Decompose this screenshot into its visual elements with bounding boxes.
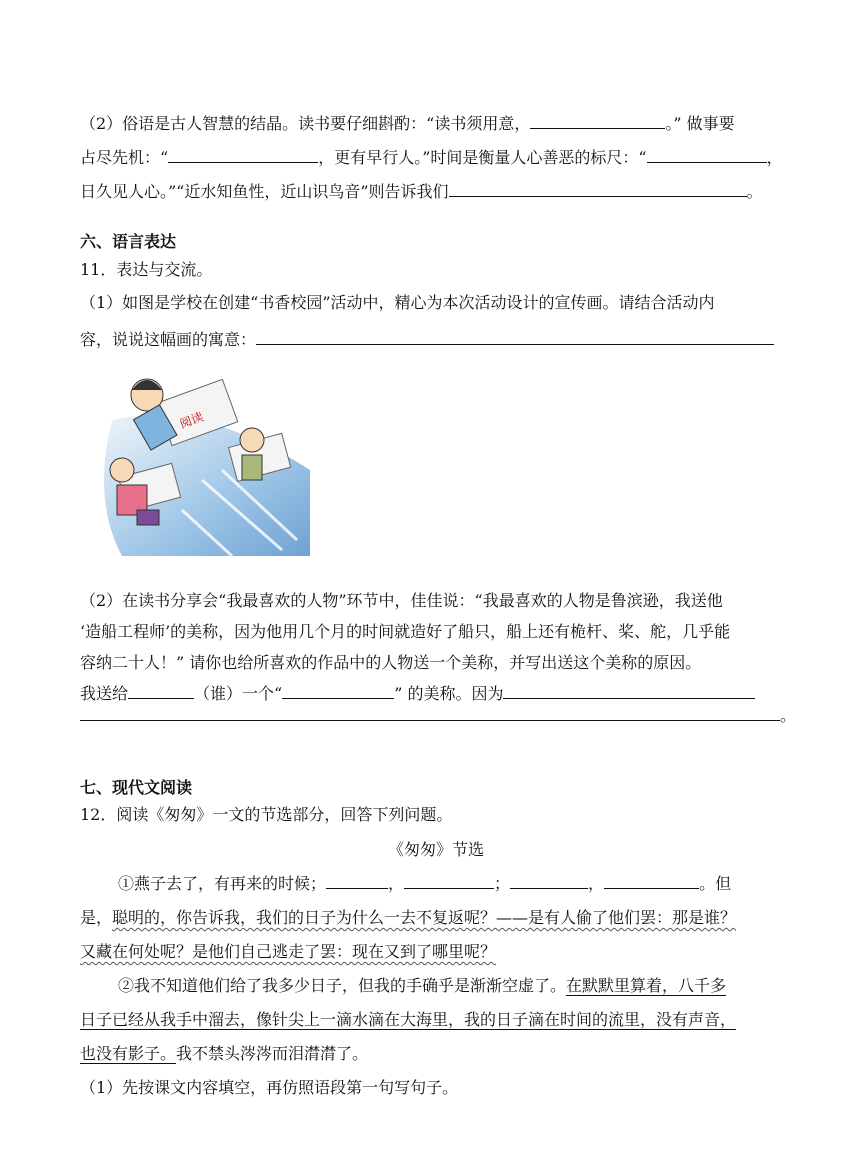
section-heading: 七、现代文阅读 (80, 778, 193, 797)
newspaper-label: 阅读 (177, 409, 206, 432)
text: ， (766, 148, 783, 167)
text: 。 (746, 182, 763, 201)
question-11: 11．表达与交流。 (80, 260, 213, 279)
para1-line2 (80, 907, 792, 929)
q11-2-answer-line1 (80, 683, 792, 705)
nickname-blank[interactable] (282, 684, 394, 699)
section-heading: 六、语言表达 (80, 232, 177, 251)
reason-blank[interactable] (503, 684, 755, 699)
q10-2-line2 (80, 147, 792, 169)
q10-2-line1 (80, 113, 792, 135)
underlined-text: 也没有影子。 (80, 1044, 177, 1063)
para2-line3 (80, 1043, 792, 1065)
para2-line1 (80, 975, 792, 997)
text: ； (494, 874, 511, 893)
question-12: 12．阅读《匆匆》一文的节选部分，回答下列问题。 (80, 805, 453, 824)
text: ， (388, 874, 405, 893)
q10-2-line3 (80, 181, 792, 203)
fill-blank[interactable] (404, 874, 494, 889)
q11-2-answer-line2 (80, 705, 797, 727)
text: 我不禁头涔涔而泪潸潸了。 (176, 1044, 369, 1063)
fill-blank[interactable] (647, 148, 767, 163)
fill-blank[interactable] (326, 874, 388, 889)
reading-promo-illustration (82, 360, 310, 556)
underlined-text: 日子已经从我手中溜去，像针尖上一滴水滴在大海里，我的日子滴在时间的流里，没有声音， (80, 1010, 737, 1029)
text: （谁）一个“ (194, 684, 283, 703)
text: ， (588, 874, 605, 893)
q11-2-line3: 容纳二十人！” 请你也给所喜欢的作品中的人物送一个美称，并写出送这个美称的原因。 (80, 653, 702, 672)
text: ” 的美称。因为 (394, 684, 504, 703)
text: 我送给 (80, 684, 129, 703)
text: 是， (80, 908, 113, 927)
fill-blank[interactable] (256, 330, 774, 345)
para1-line3 (80, 941, 792, 963)
q11-1-line1: （1）如图是学校在创建“书香校园”活动中，精心为本次活动设计的宣传画。请结合活动内 (80, 293, 715, 312)
fill-blank[interactable] (449, 182, 747, 197)
wavy-underlined-text: 又藏在何处呢？是他们自己逃走了罢：现在又到了哪里呢？ (80, 942, 497, 961)
text: ②我不知道他们给了我多少日子，但我的手确乎是渐渐空虚了。 (118, 976, 567, 995)
q12-sub1: （1）先按课文内容填空，再仿照语段第一句写句子。 (80, 1078, 459, 1097)
person-blank[interactable] (128, 684, 194, 699)
text: 占尽先机：“ (80, 148, 169, 167)
q11-2-line2: ‘造船工程师’的美称，因为他用几个月的时间就造好了船只，船上还有桅杆、桨、舵，几乎能 (80, 622, 731, 641)
underlined-text: 在默默里算着，八千多 (566, 976, 727, 995)
wavy-underlined-text: 聪明的，你告诉我，我们的日子为什么一去不复返呢？——是有人偷了他们罢：那是谁？ (112, 908, 737, 927)
text: ，更有早行人。”时间是衡量人心善恶的标尺：“ (318, 148, 647, 167)
text: ①燕子去了，有再来的时候； (118, 874, 327, 893)
text: 。” 做事要 (665, 114, 735, 133)
fill-blank[interactable] (168, 148, 318, 163)
text: （2）俗语是古人智慧的结晶。读书要仔细斟酌：“读书须用意， (80, 114, 531, 133)
text: 。 (780, 706, 797, 725)
passage-title: 《匆匆》节选 (387, 840, 484, 859)
para1-line1 (80, 873, 792, 895)
fill-blank[interactable] (530, 114, 665, 129)
text: 日久见人心。”“近水知鱼性，近山识鸟音”则告诉我们 (80, 182, 449, 201)
reason-blank-2[interactable] (80, 706, 780, 721)
fill-blank[interactable] (510, 874, 588, 889)
q11-1-line2 (80, 329, 792, 351)
para2-line2 (80, 1009, 792, 1031)
text: 。但 (699, 874, 732, 893)
text: 容，说说这幅画的寓意： (80, 330, 257, 349)
fill-blank[interactable] (604, 874, 699, 889)
q11-2-line1: （2）在读书分享会“我最喜欢的人物”环节中，佳佳说：“我最喜欢的人物是鲁滨逊，我送他 (80, 591, 723, 610)
